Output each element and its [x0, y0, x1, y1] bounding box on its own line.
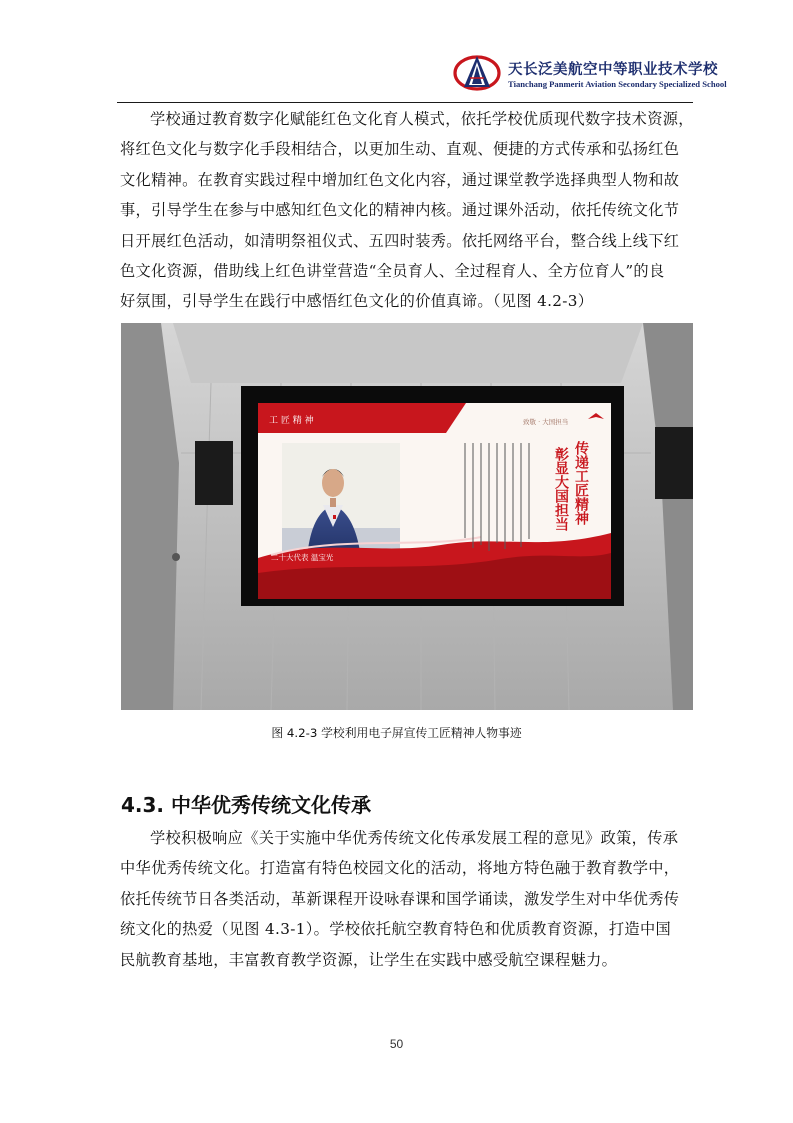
paragraph-line: 好氛围，引导学生在践行中感悟红色文化的价值真谛。（见图 4.2-3）: [120, 292, 594, 311]
figure-photo: [121, 323, 693, 710]
screen-caption: 二十大代表 温宝光: [271, 553, 334, 562]
page-number: 50: [389, 1037, 404, 1051]
paragraph-red-culture: [120, 104, 694, 317]
paragraph-line: 依托传统节日各类活动，革新课程开设咏春课和国学诵读，激发学生对中华优秀传: [120, 889, 680, 908]
school-logo: [452, 52, 502, 92]
screen-title-col2: 彰显大国担当: [553, 447, 569, 531]
screen-title-col1: 传递工匠精神: [573, 441, 589, 525]
paragraph-line: 中华优秀传统文化。打造富有特色校园文化的活动，将地方特色融于教育教学中，: [120, 859, 680, 878]
paragraph-line: 事，引导学生在参与中感知红色文化的精神内核。通过课外活动，依托传统文化节: [120, 201, 680, 220]
school-name-en: Tianchang Panmerit Aviation Secondary Specialized School: [508, 79, 727, 89]
speaker-right-icon: [655, 427, 693, 499]
section-title: 4.3. 中华优秀传统文化传承: [121, 793, 371, 817]
screen-photo-illustration: [121, 323, 693, 710]
figure-caption: 图 4.2-3 学校利用电子屏宣传工匠精神人物事迹: [271, 726, 522, 740]
paragraph-line: 学校通过教育数字化赋能红色文化育人模式，依托学校优质现代数字技术资源，: [150, 110, 694, 128]
paragraph-line: 民航教育基地，丰富教育教学资源，让学生在实践中感受航空课程魅力。: [120, 950, 618, 969]
speaker-left-icon: [195, 441, 233, 505]
paragraph-traditional-culture: [120, 823, 694, 975]
header-rule: [117, 102, 693, 103]
screen-header-right: 致敬 · 大国担当: [523, 418, 569, 426]
paragraph-line: 色文化资源，借助线上红色讲堂营造“全员育人、全过程育人、全方位育人”的良: [120, 262, 665, 281]
paragraph-line: 统文化的热爱（见图 4.3-1）。学校依托航空教育特色和优质教育资源，打造中国: [120, 920, 672, 939]
screen-header-left: 工 匠 精 神: [269, 416, 314, 426]
page-header: [0, 0, 793, 104]
paragraph-line: 文化精神。在教育实践过程中增加红色文化内容，通过课堂教学选择典型人物和故: [120, 170, 680, 189]
paragraph-line: 将红色文化与数字化手段相结合，以更加生动、直观、便捷的方式传承和弘扬红色: [120, 140, 680, 159]
paragraph-line: 学校积极响应《关于实施中华优秀传统文化传承发展工程的意见》政策，传承: [150, 829, 679, 847]
paragraph-line: 日开展红色活动，如清明祭祖仪式、五四时装秀。依托网络平台，整合线上线下红: [120, 231, 680, 250]
school-name-cn: 天长泛美航空中等职业技术学校: [508, 62, 718, 78]
